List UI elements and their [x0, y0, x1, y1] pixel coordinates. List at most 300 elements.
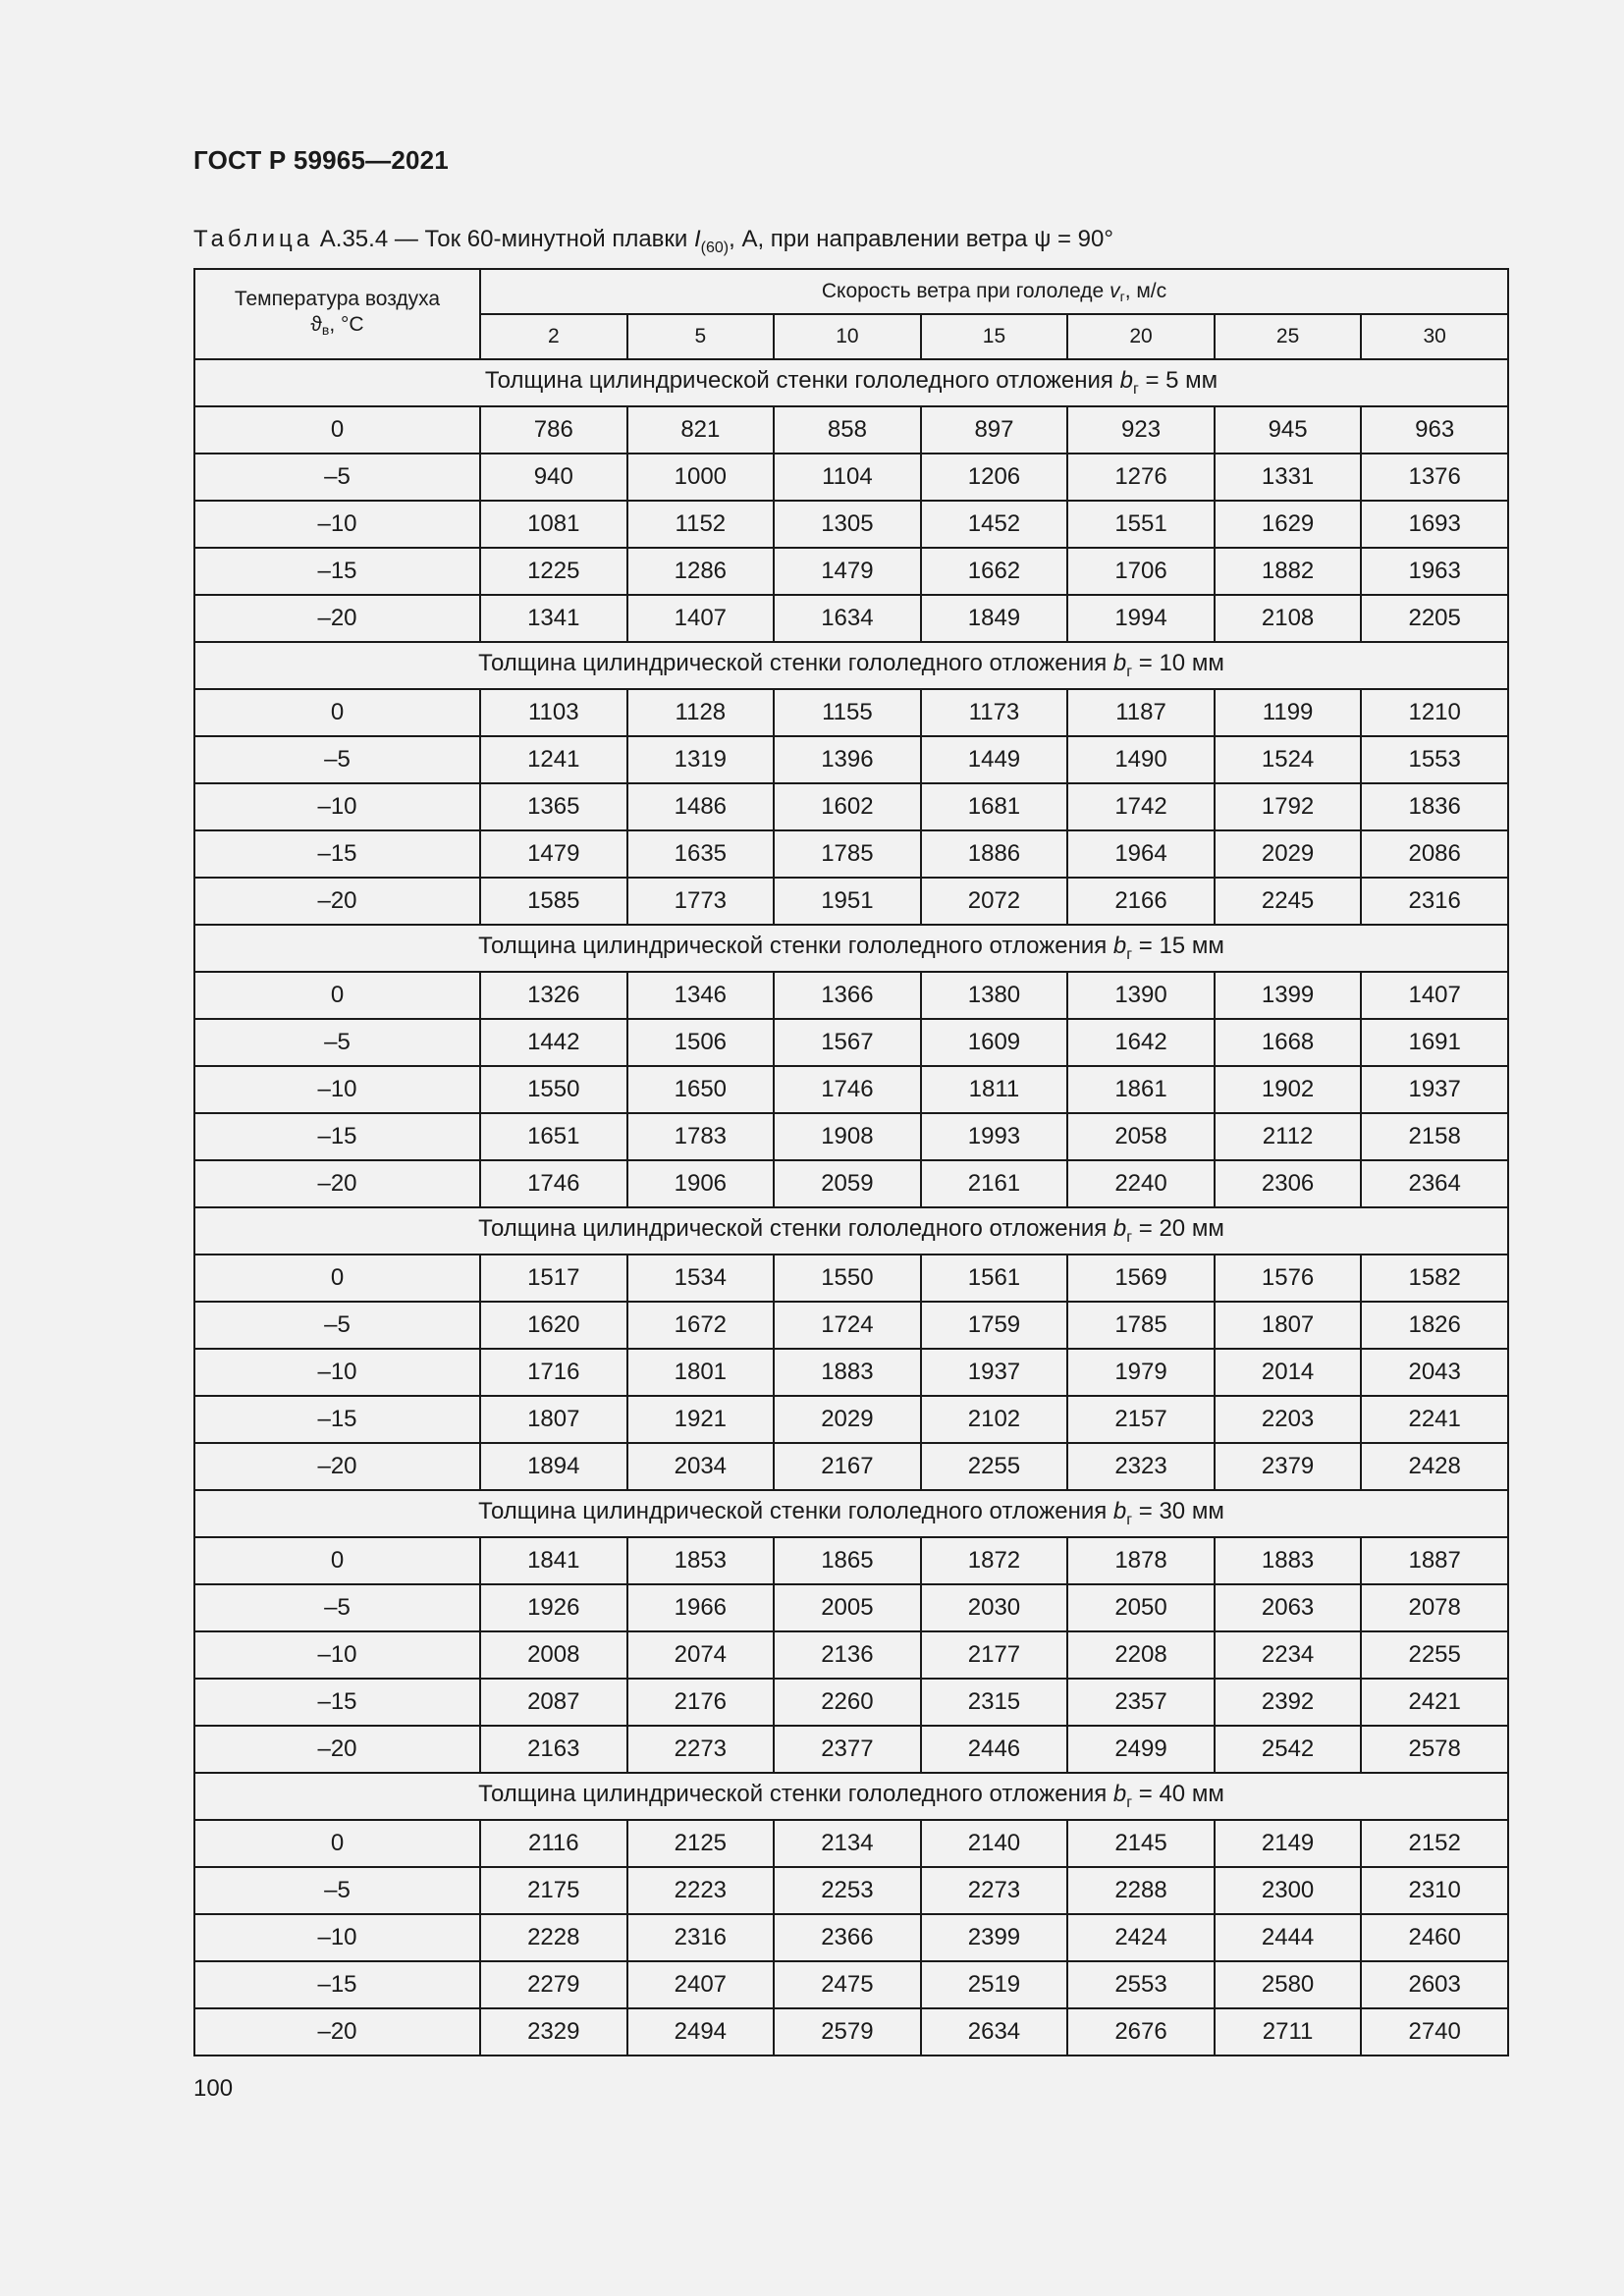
current-value-cell: 2273: [921, 1867, 1068, 1914]
table-row: [194, 1443, 1508, 1490]
current-value-cell: 1567: [774, 1019, 921, 1066]
table-row: [194, 406, 1508, 454]
temperature-cell: –10: [194, 1631, 480, 1679]
section-title: [194, 1490, 1508, 1537]
temperature-cell: 0: [194, 1820, 480, 1867]
current-value-cell: 2676: [1067, 2008, 1215, 2056]
section-title-symbol: b: [1112, 1498, 1127, 1524]
table-caption: [193, 226, 1113, 257]
temperature-cell: –5: [194, 1584, 480, 1631]
temperature-cell: –20: [194, 1443, 480, 1490]
current-value-cell: 1225: [480, 548, 627, 595]
section-title-suffix: = 15 мм: [1132, 933, 1224, 959]
current-value-cell: 2059: [774, 1160, 921, 1207]
current-value-cell: 1966: [627, 1584, 775, 1631]
section-title-symbol: b: [1112, 1215, 1127, 1242]
temperature-cell: –20: [194, 1160, 480, 1207]
current-value-cell: 2136: [774, 1631, 921, 1679]
current-value-cell: 1442: [480, 1019, 627, 1066]
current-value-cell: 2377: [774, 1726, 921, 1773]
current-value-cell: 2108: [1215, 595, 1362, 642]
temperature-cell: –20: [194, 878, 480, 925]
temperature-cell: –15: [194, 1113, 480, 1160]
section-title-sub: г: [1126, 664, 1133, 680]
current-value-cell: 1742: [1067, 783, 1215, 830]
current-value-cell: 1241: [480, 736, 627, 783]
current-value-cell: 2603: [1361, 1961, 1508, 2008]
current-value-cell: 2058: [1067, 1113, 1215, 1160]
current-value-cell: 1759: [921, 1302, 1068, 1349]
current-value-cell: 923: [1067, 406, 1215, 454]
temperature-cell: –5: [194, 1019, 480, 1066]
current-value-cell: 2446: [921, 1726, 1068, 1773]
current-value-cell: 2175: [480, 1867, 627, 1914]
section-row: [194, 1773, 1508, 1820]
wind-speed-column-header: 5: [627, 314, 775, 359]
current-value-cell: 2063: [1215, 1584, 1362, 1631]
current-value-cell: 2176: [627, 1679, 775, 1726]
section-title: [194, 359, 1508, 406]
current-value-cell: 1506: [627, 1019, 775, 1066]
current-value-cell: 2102: [921, 1396, 1068, 1443]
current-value-cell: 2316: [1361, 878, 1508, 925]
current-value-cell: 1785: [1067, 1302, 1215, 1349]
current-value-cell: 1366: [774, 972, 921, 1019]
temperature-cell: 0: [194, 1255, 480, 1302]
current-value-cell: 1550: [774, 1255, 921, 1302]
section-title-sub: г: [1132, 381, 1139, 398]
current-value-cell: 2208: [1067, 1631, 1215, 1679]
current-value-cell: 1534: [627, 1255, 775, 1302]
table-row: [194, 1726, 1508, 1773]
current-value-cell: 1634: [774, 595, 921, 642]
current-value-cell: 2366: [774, 1914, 921, 1961]
temperature-cell: –10: [194, 783, 480, 830]
current-value-cell: 1331: [1215, 454, 1362, 501]
current-value-cell: 1629: [1215, 501, 1362, 548]
table-row: [194, 736, 1508, 783]
current-value-cell: 1792: [1215, 783, 1362, 830]
current-value-cell: 1886: [921, 830, 1068, 878]
current-value-cell: 1716: [480, 1349, 627, 1396]
section-title-prefix: Толщина цилиндрической стенки гололедного отложения: [478, 933, 1113, 959]
page-number: 100: [193, 2075, 234, 2102]
current-value-cell: 1635: [627, 830, 775, 878]
table-row: [194, 1302, 1508, 1349]
wind-speed-column-header: 15: [921, 314, 1068, 359]
temperature-cell: –15: [194, 1679, 480, 1726]
current-value-cell: 1276: [1067, 454, 1215, 501]
wind-speed-column-header: 2: [480, 314, 627, 359]
current-value-cell: 1672: [627, 1302, 775, 1349]
section-title-prefix: Толщина цилиндрической стенки гололедного отложения: [478, 1781, 1113, 1807]
current-value-cell: 1963: [1361, 548, 1508, 595]
current-value-cell: 2145: [1067, 1820, 1215, 1867]
current-value-cell: 2315: [921, 1679, 1068, 1726]
table-row: [194, 1255, 1508, 1302]
table-row: [194, 1961, 1508, 2008]
current-value-cell: 2245: [1215, 878, 1362, 925]
current-value-cell: 897: [921, 406, 1068, 454]
current-value-cell: 1746: [480, 1160, 627, 1207]
temperature-cell: –5: [194, 454, 480, 501]
current-value-cell: 1517: [480, 1255, 627, 1302]
current-value-cell: 2407: [627, 1961, 775, 2008]
current-value-cell: 1801: [627, 1349, 775, 1396]
current-value-cell: 2578: [1361, 1726, 1508, 1773]
current-value-cell: 1964: [1067, 830, 1215, 878]
current-value-cell: 2357: [1067, 1679, 1215, 1726]
section-title: [194, 925, 1508, 972]
current-value-cell: 2542: [1215, 1726, 1362, 1773]
current-value-cell: 2205: [1361, 595, 1508, 642]
current-value-cell: 2228: [480, 1914, 627, 1961]
current-value-cell: 1921: [627, 1396, 775, 1443]
current-value-cell: 1390: [1067, 972, 1215, 1019]
current-value-cell: 1479: [480, 830, 627, 878]
current-value-cell: 1407: [627, 595, 775, 642]
current-value-cell: 1452: [921, 501, 1068, 548]
temperature-header-sub: в: [321, 321, 330, 338]
current-value-cell: 1620: [480, 1302, 627, 1349]
table-row: [194, 1019, 1508, 1066]
data-table: [193, 268, 1509, 2056]
current-value-cell: 1486: [627, 783, 775, 830]
current-value-cell: 1376: [1361, 454, 1508, 501]
table-row: [194, 1349, 1508, 1396]
current-value-cell: 1490: [1067, 736, 1215, 783]
section-title-suffix: = 40 мм: [1132, 1781, 1224, 1807]
section-title-suffix: = 20 мм: [1132, 1215, 1224, 1242]
current-value-cell: 1811: [921, 1066, 1068, 1113]
current-value-cell: 1341: [480, 595, 627, 642]
current-value-cell: 2030: [921, 1584, 1068, 1631]
current-value-cell: 1841: [480, 1537, 627, 1584]
current-value-cell: 1865: [774, 1537, 921, 1584]
section-title-prefix: Толщина цилиндрической стенки гололедного отложения: [478, 1498, 1113, 1524]
current-value-cell: 2043: [1361, 1349, 1508, 1396]
current-value-cell: 1642: [1067, 1019, 1215, 1066]
current-value-cell: 2421: [1361, 1679, 1508, 1726]
table-row: [194, 501, 1508, 548]
current-value-cell: 1908: [774, 1113, 921, 1160]
current-value-cell: 2711: [1215, 2008, 1362, 2056]
caption-symbol-sub: (60): [700, 240, 730, 256]
current-value-cell: 2241: [1361, 1396, 1508, 1443]
current-value-cell: 2300: [1215, 1867, 1362, 1914]
current-value-cell: 1576: [1215, 1255, 1362, 1302]
temperature-cell: –10: [194, 1914, 480, 1961]
table-row: [194, 548, 1508, 595]
current-value-cell: 2424: [1067, 1914, 1215, 1961]
current-value-cell: 1081: [480, 501, 627, 548]
current-value-cell: 2140: [921, 1820, 1068, 1867]
current-value-cell: 1319: [627, 736, 775, 783]
current-value-cell: 1861: [1067, 1066, 1215, 1113]
current-value-cell: 945: [1215, 406, 1362, 454]
current-value-cell: 2014: [1215, 1349, 1362, 1396]
current-value-cell: 1937: [1361, 1066, 1508, 1113]
current-value-cell: 2634: [921, 2008, 1068, 2056]
current-value-cell: 1651: [480, 1113, 627, 1160]
current-value-cell: 2444: [1215, 1914, 1362, 1961]
section-title-symbol: b: [1112, 650, 1127, 676]
current-value-cell: 1609: [921, 1019, 1068, 1066]
current-value-cell: 2116: [480, 1820, 627, 1867]
wind-speed-column-header: 25: [1215, 314, 1362, 359]
current-value-cell: 1479: [774, 548, 921, 595]
current-value-cell: 2166: [1067, 878, 1215, 925]
wind-speed-column-header: 30: [1361, 314, 1508, 359]
current-value-cell: 2240: [1067, 1160, 1215, 1207]
temperature-header-symbol: ϑ: [310, 312, 322, 336]
current-value-cell: 2310: [1361, 1867, 1508, 1914]
table-row: [194, 1631, 1508, 1679]
current-value-cell: 2428: [1361, 1443, 1508, 1490]
temperature-cell: –20: [194, 595, 480, 642]
table-row: [194, 1867, 1508, 1914]
current-value-cell: 2167: [774, 1443, 921, 1490]
wind-speed-header: [480, 269, 1508, 314]
section-title: [194, 1773, 1508, 1820]
current-value-cell: 2288: [1067, 1867, 1215, 1914]
temperature-cell: 0: [194, 406, 480, 454]
section-title-suffix: = 5 мм: [1138, 367, 1218, 394]
current-value-cell: 2316: [627, 1914, 775, 1961]
current-value-cell: 1826: [1361, 1302, 1508, 1349]
current-value-cell: 2161: [921, 1160, 1068, 1207]
section-row: [194, 1490, 1508, 1537]
table-row: [194, 2008, 1508, 2056]
section-row: [194, 925, 1508, 972]
current-value-cell: 1878: [1067, 1537, 1215, 1584]
section-title-sub: г: [1126, 946, 1133, 963]
current-value-cell: 2399: [921, 1914, 1068, 1961]
table-row: [194, 1066, 1508, 1113]
current-value-cell: 2157: [1067, 1396, 1215, 1443]
temperature-cell: 0: [194, 1537, 480, 1584]
current-value-cell: 1882: [1215, 548, 1362, 595]
current-value-cell: 1785: [774, 830, 921, 878]
current-value-cell: 1783: [627, 1113, 775, 1160]
table-row: [194, 972, 1508, 1019]
temperature-cell: –5: [194, 1867, 480, 1914]
current-value-cell: 1951: [774, 878, 921, 925]
current-value-cell: 1582: [1361, 1255, 1508, 1302]
section-title: [194, 1207, 1508, 1255]
current-value-cell: 2177: [921, 1631, 1068, 1679]
current-value-cell: 1128: [627, 689, 775, 736]
current-value-cell: 1210: [1361, 689, 1508, 736]
current-value-cell: 1681: [921, 783, 1068, 830]
current-value-cell: 1979: [1067, 1349, 1215, 1396]
section-title-symbol: b: [1112, 933, 1127, 959]
current-value-cell: 1550: [480, 1066, 627, 1113]
current-value-cell: 2260: [774, 1679, 921, 1726]
current-value-cell: 2579: [774, 2008, 921, 2056]
section-title-sub: г: [1126, 1794, 1133, 1811]
current-value-cell: 1585: [480, 878, 627, 925]
wind-speed-header-label: Скорость ветра при гололеде: [821, 279, 1110, 302]
current-value-cell: 2580: [1215, 1961, 1362, 2008]
current-value-cell: 1706: [1067, 548, 1215, 595]
current-value-cell: 1187: [1067, 689, 1215, 736]
current-value-cell: 1883: [774, 1349, 921, 1396]
table-row: [194, 1914, 1508, 1961]
wind-speed-column-header: 20: [1067, 314, 1215, 359]
wind-speed-column-header: 10: [774, 314, 921, 359]
current-value-cell: 1173: [921, 689, 1068, 736]
current-value-cell: 2519: [921, 1961, 1068, 2008]
current-value-cell: 2072: [921, 878, 1068, 925]
temperature-cell: 0: [194, 689, 480, 736]
current-value-cell: 2475: [774, 1961, 921, 2008]
wind-speed-header-symbol: v: [1110, 279, 1120, 302]
current-value-cell: 1746: [774, 1066, 921, 1113]
current-value-cell: 2074: [627, 1631, 775, 1679]
current-value-cell: 2008: [480, 1631, 627, 1679]
current-value-cell: 1872: [921, 1537, 1068, 1584]
table-row: [194, 878, 1508, 925]
current-value-cell: 2323: [1067, 1443, 1215, 1490]
current-value-cell: 1724: [774, 1302, 921, 1349]
temperature-cell: –15: [194, 1396, 480, 1443]
section-title-sub: г: [1126, 1229, 1133, 1246]
current-value-cell: 2029: [774, 1396, 921, 1443]
current-value-cell: 1305: [774, 501, 921, 548]
temperature-cell: –10: [194, 1349, 480, 1396]
temperature-cell: –15: [194, 830, 480, 878]
current-value-cell: 1365: [480, 783, 627, 830]
current-value-cell: 2234: [1215, 1631, 1362, 1679]
section-title-prefix: Толщина цилиндрической стенки гололедного отложения: [484, 367, 1120, 394]
current-value-cell: 1883: [1215, 1537, 1362, 1584]
table-row: [194, 1537, 1508, 1584]
current-value-cell: 1994: [1067, 595, 1215, 642]
current-value-cell: 1561: [921, 1255, 1068, 1302]
section-title-suffix: = 10 мм: [1132, 650, 1224, 676]
current-value-cell: 2163: [480, 1726, 627, 1773]
current-value-cell: 1807: [480, 1396, 627, 1443]
current-value-cell: 1602: [774, 783, 921, 830]
temperature-cell: –5: [194, 736, 480, 783]
section-title-symbol: b: [1119, 367, 1133, 394]
current-value-cell: 2087: [480, 1679, 627, 1726]
current-value-cell: 2279: [480, 1961, 627, 2008]
current-value-cell: 2125: [627, 1820, 775, 1867]
current-value-cell: 1906: [627, 1160, 775, 1207]
current-value-cell: 1853: [627, 1537, 775, 1584]
section-title: [194, 642, 1508, 689]
current-value-cell: 2499: [1067, 1726, 1215, 1773]
section-title-prefix: Толщина цилиндрической стенки гололедного отложения: [478, 1215, 1113, 1242]
section-row: [194, 642, 1508, 689]
current-value-cell: 2306: [1215, 1160, 1362, 1207]
section-title-prefix: Толщина цилиндрической стенки гололедного отложения: [478, 650, 1113, 676]
section-title-sub: г: [1126, 1512, 1133, 1528]
current-value-cell: 2460: [1361, 1914, 1508, 1961]
current-value-cell: 1836: [1361, 783, 1508, 830]
current-value-cell: 940: [480, 454, 627, 501]
current-value-cell: 2050: [1067, 1584, 1215, 1631]
current-value-cell: 2112: [1215, 1113, 1362, 1160]
caption-symbol: I: [694, 226, 701, 252]
current-value-cell: 1937: [921, 1349, 1068, 1396]
current-value-cell: 1206: [921, 454, 1068, 501]
wind-speed-header-unit: , м/с: [1124, 279, 1167, 302]
current-value-cell: 1894: [480, 1443, 627, 1490]
current-value-cell: 2086: [1361, 830, 1508, 878]
table-row: [194, 689, 1508, 736]
current-value-cell: 1773: [627, 878, 775, 925]
temperature-cell: 0: [194, 972, 480, 1019]
current-value-cell: 2158: [1361, 1113, 1508, 1160]
table-row: [194, 1679, 1508, 1726]
current-value-cell: 1662: [921, 548, 1068, 595]
caption-label: Таблица: [193, 226, 314, 252]
current-value-cell: 1103: [480, 689, 627, 736]
table-row: [194, 595, 1508, 642]
current-value-cell: 2149: [1215, 1820, 1362, 1867]
current-value-cell: 963: [1361, 406, 1508, 454]
current-value-cell: 1887: [1361, 1537, 1508, 1584]
current-value-cell: 2034: [627, 1443, 775, 1490]
table-row: [194, 1113, 1508, 1160]
current-value-cell: 2005: [774, 1584, 921, 1631]
current-value-cell: 1449: [921, 736, 1068, 783]
temperature-cell: –10: [194, 501, 480, 548]
current-value-cell: 1693: [1361, 501, 1508, 548]
current-value-cell: 2255: [921, 1443, 1068, 1490]
current-value-cell: 1000: [627, 454, 775, 501]
current-value-cell: 2152: [1361, 1820, 1508, 1867]
current-value-cell: 2223: [627, 1867, 775, 1914]
section-row: [194, 359, 1508, 406]
temperature-cell: –15: [194, 548, 480, 595]
temperature-header-unit: , °С: [329, 312, 364, 336]
temperature-header: [194, 269, 480, 359]
current-value-cell: 2329: [480, 2008, 627, 2056]
current-value-cell: 2029: [1215, 830, 1362, 878]
current-value-cell: 1926: [480, 1584, 627, 1631]
document-header: ГОСТ Р 59965—2021: [193, 145, 449, 175]
temperature-cell: –10: [194, 1066, 480, 1113]
current-value-cell: 1551: [1067, 501, 1215, 548]
table-row: [194, 783, 1508, 830]
current-value-cell: 821: [627, 406, 775, 454]
current-value-cell: 1849: [921, 595, 1068, 642]
current-value-cell: 1152: [627, 501, 775, 548]
current-value-cell: 858: [774, 406, 921, 454]
current-value-cell: 1569: [1067, 1255, 1215, 1302]
current-value-cell: 2078: [1361, 1584, 1508, 1631]
current-value-cell: 1396: [774, 736, 921, 783]
caption-prefix: А.35.4 — Ток 60-минутной плавки: [313, 226, 694, 252]
current-value-cell: 1326: [480, 972, 627, 1019]
current-value-cell: 2553: [1067, 1961, 1215, 2008]
current-value-cell: 2253: [774, 1867, 921, 1914]
current-value-cell: 1380: [921, 972, 1068, 1019]
current-value-cell: 2134: [774, 1820, 921, 1867]
current-value-cell: 1807: [1215, 1302, 1362, 1349]
current-value-cell: 1650: [627, 1066, 775, 1113]
current-value-cell: 1407: [1361, 972, 1508, 1019]
temperature-cell: –15: [194, 1961, 480, 2008]
table-row: [194, 1820, 1508, 1867]
temperature-cell: –20: [194, 1726, 480, 1773]
current-value-cell: 2494: [627, 2008, 775, 2056]
current-value-cell: 786: [480, 406, 627, 454]
